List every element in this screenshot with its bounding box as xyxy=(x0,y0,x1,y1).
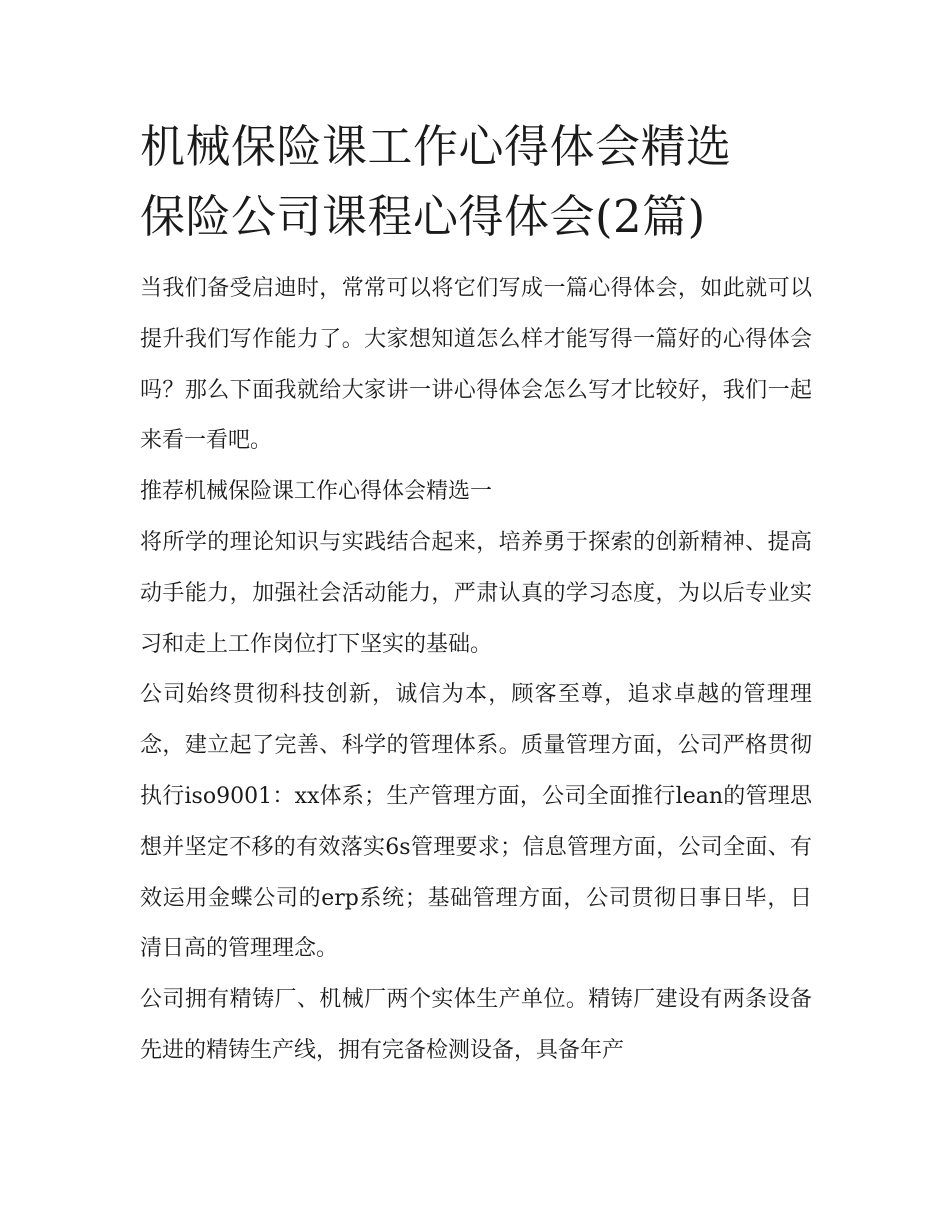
document-body xyxy=(140,112,812,1077)
title-line-2: 保险公司课程心得体会(2篇) xyxy=(140,190,706,243)
body-paragraph: 将所学的理论知识与实践结合起来，培养勇于探索的创新精神、提高动手能力，加强社会活动能力，严肃认真的学习态度，为以后专业实习和走上工作岗位打下坚实的基础。 xyxy=(140,529,812,657)
body-paragraph: 公司始终贯彻科技创新，诚信为本，顾客至尊，追求卓越的管理理念，建立起了完善、科学的管理体系。质量管理方面，公司严格贯彻执行iso9001：xx体系；生产管理方面，公司全面推行lean的管理思想并坚定不移的有效落实6s管理要求；信息管理方面，公司全面、有效运用金蝶公司的erp系统；基础管理方面，公司贯彻日事日毕，日清日高的管理理念。 xyxy=(140,682,812,962)
body-paragraph: 公司拥有精铸厂、机械厂两个实体生产单位。精铸厂建设有两条设备先进的精铸生产线，拥有完备检测设备，具备年产 xyxy=(140,987,812,1063)
document-title xyxy=(140,112,812,252)
title-line-1: 机械保险课工作心得体会精选 xyxy=(140,120,732,173)
intro-paragraph: 当我们备受启迪时，常常可以将它们写成一篇心得体会，如此就可以提升我们写作能力了。大家想知道怎么样才能写得一篇好的心得体会吗？那么下面我就给大家讲一讲心得体会怎么写才比较好，我们一起来看一看吧。 xyxy=(140,276,812,454)
section-heading: 推荐机械保险课工作心得体会精选一 xyxy=(140,479,493,505)
